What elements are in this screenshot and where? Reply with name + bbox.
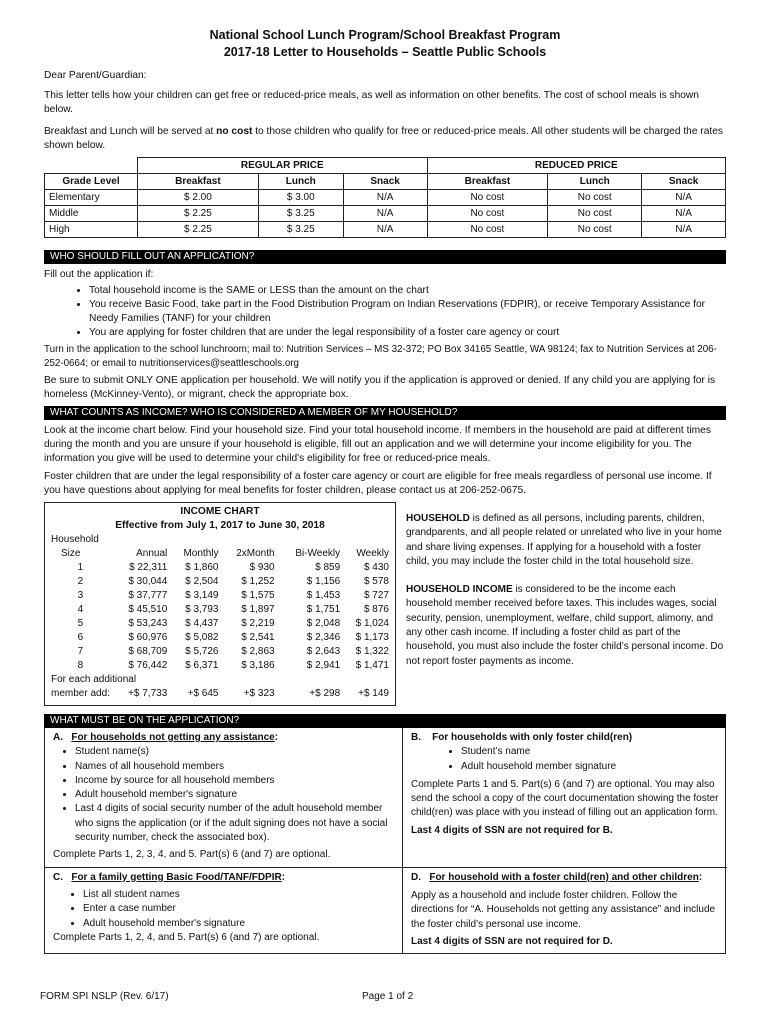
page-title: National School Lunch Program/School Breakfast Program 2017-18 Letter to Households – Seattle Public Schools: [209, 28, 561, 59]
list-item: • You are applying for foster children that are under the legal responsibility of a foster care agency or court: [89, 326, 726, 340]
section-c: C. For a family getting Basic Food/TANF/FDPIR: • List all student names • Enter a case number • Adult household member's signature Complete Parts 1, 2, 4, and 5. Part(s) 6 (and 7) are optional.: [45, 867, 403, 953]
table-row: 2 $ 30,044 $ 2,504 $ 1,252 $ 1,156 $ 578: [77, 576, 389, 587]
list-item: • Enter a case number: [83, 902, 396, 916]
table-row: 3 $ 37,777 $ 3,149 $ 1,575 $ 1,453 $ 727: [77, 590, 389, 601]
foster-paragraph: Foster children that are under the legal responsibility of a foster care agency or court are eligible for free meals regardless of personal use income. If you have questions about applying for meal benefits for foster children, please contact us at 206-252-0675.: [44, 471, 712, 496]
section-d: D. For household with a foster child(ren) and other children: Apply as a household and include foster children. Follow the directions for “A. Households not getting any assistance” and include the foster child’s personal use income. Last 4 digits of SSN are not required for D.: [403, 867, 727, 953]
table-row: 8 $ 76,442 $ 6,371 $ 3,186 $ 2,941 $ 1,471: [77, 660, 389, 671]
list-item: • You receive Basic Food, take part in the Food Distribution Program on Indian Reservations (FDPIR), or receive Temporary Assistance for Needy Families (TANF) for your children: [89, 298, 726, 326]
turn-in-paragraph: Turn in the application to the school lunchroom; mail to: Nutrition Services – MS 32-372; PO Box 34165 Seattle, WA 98124; fax to Nutrition Services at 206-252-0664; or email to nutritionservices@seattleschools.org: [44, 344, 717, 369]
section-b: B. For households with only foster child(ren) • Student’s name • Adult household member signature Complete Parts 1 and 5. Part(s) 6 (and 7) are optional. You may also send the school a copy of the court documentation showing the foster child(ren) was place with you instead of filling out an application form. Last 4 digits of SSN are not required for B.: [403, 728, 727, 867]
list-item: • List all student names: [83, 888, 396, 902]
who-lead: Fill out the application if:: [44, 269, 154, 280]
letter-page: [44, 0, 726, 954]
table-row: 4 $ 45,510 $ 3,793 $ 1,897 $ 1,751 $ 876: [77, 604, 389, 615]
table-row: High $ 2.25 $ 3.25 N/A No cost No cost N/A: [45, 222, 726, 238]
section-a-footer: Complete Parts 1, 2, 3, 4, and 5. Part(s) 6 (and 7) are optional.: [53, 849, 331, 861]
table-row: 1 $ 22,311 $ 1,860 $ 930 $ 859 $ 430: [77, 562, 389, 573]
table-row: 5 $ 53,243 $ 4,437 $ 2,219 $ 2,048 $ 1,024: [77, 618, 389, 629]
page-footer: [40, 990, 640, 1004]
table-row: 6 $ 60,976 $ 5,082 $ 2,541 $ 2,346 $ 1,173: [77, 632, 389, 643]
cost-paragraph: Breakfast and Lunch will be served at no cost to those children who qualify for free or reduced-price meals. All other students will be charged the rates shown below.: [44, 126, 723, 151]
income-chart-table: Household Size Annual Monthly 2xMonth Bi-Weekly Weekly 1 $ 22,311 $ 1,860 $ 930 $ 859 $ 430 2 $ 30,044 $ 2,504 $ 1,252 $ 1,156 $ 578 3 $ 37,777 $ 3,149 $ 1,575 $ 1,453 $ 727 4 $ 45,510 $ 3,793 $ 1,897 $ 1,751 $ 876 5 $ 53,243 $ 4,437 $ 2,219 $ 2,048 $ 1,024 6 $ 60,976 $ 5,082 $ 2,541 $ 2,346 $ 1,173 7 $ 68,709 $ 5,726 $ 2,863 $ 2,643 $ 1,322 8 $ 76,442 $ 6,371 $ 3,186 $ 2,941 $ 1,471 For each additional member add: +$ 7,733 +$ 645 +$ 323 +$ 298 +$ 149: [51, 534, 389, 699]
list-item: • Student’s name: [461, 745, 721, 759]
application-requirements: [44, 728, 726, 954]
list-item: • Adult household member signature: [461, 760, 721, 774]
form-number: FORM SPI NSLP (Rev. 6/17): [40, 991, 169, 1002]
intro-paragraph: This letter tells how your children can get free or reduced-price meals, as well as information on other benefits. The cost of school meals is shown below.: [44, 90, 699, 115]
section-bar-what-must: WHAT MUST BE ON THE APPLICATION?: [44, 714, 726, 728]
table-row: Elementary $ 2.00 $ 3.00 N/A No cost No cost N/A: [45, 190, 726, 206]
income-chart-title: INCOME CHART: [180, 506, 260, 517]
meal-price-table: REGULAR PRICE REDUCED PRICE Grade Level Breakfast Lunch Snack Breakfast Lunch Snack Elementary $ 2.00 $ 3.00 N/A No cost No cost N/A Middle $ 2.25 $ 3.25 N/A No cost No cost N/A High $ 2.25 $ 3.25 N/A No cost No cost N/A: [44, 157, 726, 238]
section-d-ssn: Last 4 digits of SSN are not required for D.: [411, 935, 613, 947]
section-bar-income: WHAT COUNTS AS INCOME? WHO IS CONSIDERED A MEMBER OF MY HOUSEHOLD?: [44, 406, 726, 420]
list-item: • Names of all household members: [75, 760, 396, 774]
household-definition: HOUSEHOLD is defined as all persons, including parents, children, grandparents, and all people related or unrelated who live in your home and share living expenses. If applying for a household with a foster child, you may include the foster child in the total household size.: [406, 513, 722, 567]
household-income-definition: HOUSEHOLD INCOME is considered to be the income each household member received before taxes. This includes wages, social security, pension, unemployment, welfare, child support, alimony, and any other cash income. If including a foster child as part of the household, you must also include the foster child’s personal income. Do not report foster payments as income.: [406, 584, 724, 667]
table-row: 7 $ 68,709 $ 5,726 $ 2,863 $ 2,643 $ 1,322: [77, 646, 389, 657]
reduced-price-header: REDUCED PRICE: [427, 158, 726, 174]
income-paragraph: Look at the income chart below. Find your household size. Find your total household income. If members in the household are paid at different times during the month and you are unsure if your household is eligible, fill out an application and we will determine your income eligibility for you. The information you give will be used to determine your child's eligibility for free or reduced-price meals.: [44, 425, 711, 464]
section-b-ssn: Last 4 digits of SSN are not required for B.: [411, 824, 613, 836]
household-definitions: [396, 502, 726, 706]
list-item: • Total household income is the SAME or LESS than the amount on the chart: [89, 284, 726, 298]
table-row: Middle $ 2.25 $ 3.25 N/A No cost No cost N/A: [45, 206, 726, 222]
list-item: • Adult household member's signature: [75, 788, 396, 802]
section-a: A. For households not getting any assistance: • Student name(s) • Names of all household members • Income by source for all household members • Adult household member's signature • Last 4 digits of social security number of the adult household member who signs the application (or if the adult signing does not have a social security number, check the associated box). Complete Parts 1, 2, 3, 4, and 5. Part(s) 6 (and 7) are optional.: [45, 728, 403, 867]
who-bullet-list: [44, 284, 726, 340]
list-item: • Adult household member's signature: [83, 917, 396, 931]
income-chart-subtitle: Effective from July 1, 2017 to June 30, 2018: [115, 520, 325, 531]
list-item: • Income by source for all household members: [75, 774, 396, 788]
regular-price-header: REGULAR PRICE: [138, 158, 428, 174]
section-c-footer: Complete Parts 1, 2, 4, and 5. Part(s) 6 (and 7) are optional.: [53, 931, 320, 943]
salutation: Dear Parent/Guardian:: [44, 70, 147, 81]
section-b-text: Complete Parts 1 and 5. Part(s) 6 (and 7) are optional. You may also send the school a copy of the court documentation showing the foster child(ren) was place with you instead of filling out an application form.: [411, 778, 719, 819]
section-d-text: Apply as a household and include foster children. Follow the directions for “A. Households not getting any assistance” and include the foster child’s personal use income.: [411, 889, 716, 930]
table-row: member add: +$ 7,733 +$ 645 +$ 323 +$ 298 +$ 149: [51, 688, 389, 699]
section-bar-who: WHO SHOULD FILL OUT AN APPLICATION?: [44, 250, 726, 264]
submit-paragraph: Be sure to submit ONLY ONE application per household. We will notify you if the application is approved or denied. If any child you are applying for is homeless (McKinney-Vento), or migrant, check the appropriate box.: [44, 375, 716, 400]
page-number: Page 1 of 2: [362, 991, 414, 1002]
grade-level-header: Grade Level: [45, 174, 138, 190]
income-chart: [44, 502, 396, 706]
income-area: [44, 502, 726, 706]
list-item: • Student name(s): [75, 745, 396, 759]
list-item: • Last 4 digits of social security number of the adult household member who signs the application (or if the adult signing does not have a social security number, check the associated box).: [75, 802, 396, 845]
